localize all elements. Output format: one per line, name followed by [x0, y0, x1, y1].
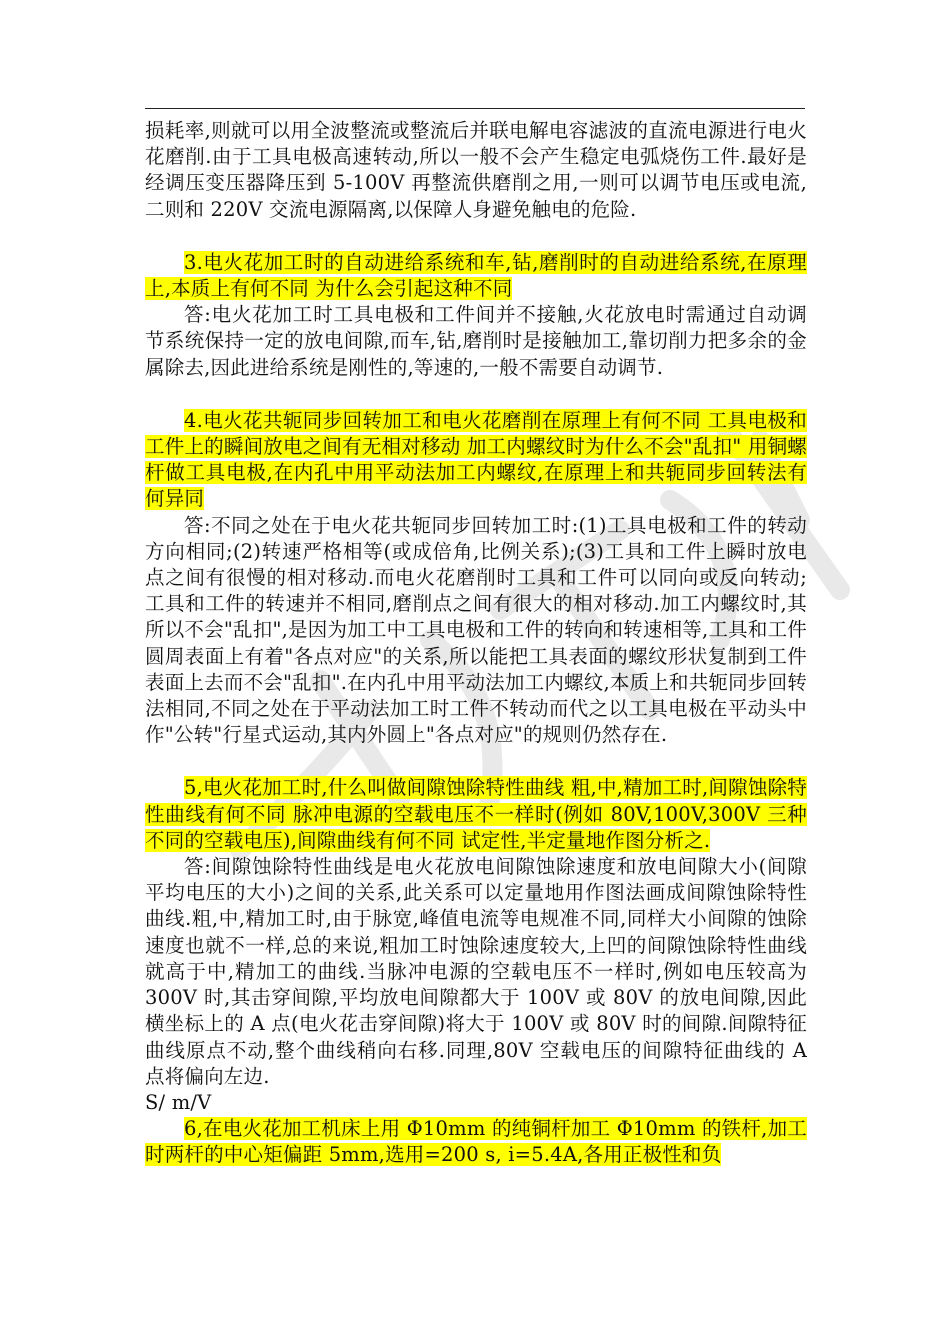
header-rule: [145, 108, 805, 109]
question-3-text: 3.电火花加工时的自动进给系统和车,钻,磨削时的自动进给系统,在原理上,本质上有何不同 为什么会引起这种不同: [145, 250, 807, 301]
question-5-text: 5,电火花加工时,什么叫做间隙蚀除特性曲线 粗,中,精加工时,间隙蚀除特性曲线有何不同 脉冲电源的空载电压不一样时(例如 80V,100V,300V 三种不同的空载电压),间隙曲线有何不同 试定性,半定量地作图分析之.: [145, 776, 807, 852]
question-4: [145, 408, 807, 513]
question-3: [145, 250, 807, 302]
answer-4: 答:不同之处在于电火花共轭同步回转加工时:(1)工具电极和工件的转动方向相同;(2)转速严格相等(或成倍角,比例关系);(3)工具和工件上瞬时放电点之间有很慢的相对移动.而电火花磨削时工具和工件可以同向或反向转动;工具和工件的转速并不相同,磨削点之间有很大的相对移动.加工内螺纹时,其所以不会"乱扣",是因为加工中工具电极和工件的转向和转速相等,工具和工件圆周表面上有着"各点对应"的关系,所以能把工具表面的螺纹形状复制到工件表面上去而不会"乱扣".在内孔中用平动法加工内螺纹,本质上和共轭同步回转法相同,不同之处在于平动法加工时工件不转动而代之以工具电极在平动头中作"公转"行星式运动,其内外圆上"各点对应"的规则仍然存在.: [145, 513, 807, 747]
answer-3: 答:电火花加工时工具电极和工件间并不接触,火花放电时需通过自动调节系统保持一定的放电间隙,而车,钻,磨削时是接触加工,靠切削力把多余的金属除去,因此进给系统是刚性的,等速的,一般不需要自动调节.: [145, 303, 807, 379]
units-line: S/ m/V: [145, 1090, 212, 1114]
document-body: [145, 118, 807, 1169]
question-6: [145, 1116, 807, 1168]
paragraph-intro: 损耗率,则就可以用全波整流或整流后并联电解电容滤波的直流电源进行电火花磨削.由于工具电极高速转动,所以一般不会产生稳定电弧烧伤工件.最好是经调压变压器降压到 5-100V 再整流供磨削之用,一则可以调节电压或电流,二则和 220V 交流电源隔离,以保障人身避免触电的危险.: [145, 119, 807, 221]
question-5: [145, 775, 807, 854]
question-6-text: 6,在电火花加工机床上用 Φ10mm 的纯铜杆加工 Φ10mm 的铁杆,加工时两杆的中心矩偏距 5mm,选用=200 s, i=5.4A,各用正极性和负: [145, 1117, 807, 1167]
question-4-text: 4.电火花共轭同步回转加工和电火花磨削在原理上有何不同 工具电极和工件上的瞬间放电之间有无相对移动 加工内螺纹时为什么不会"乱扣" 用铜螺杆做工具电极,在内孔中用平动法加工内螺纹,在原理上和共轭同步回转法有何异同: [145, 408, 807, 511]
answer-5: 答:间隙蚀除特性曲线是电火花放电间隙蚀除速度和放电间隙大小(间隙平均电压的大小)之间的关系,此关系可以定量地用作图法画成间隙蚀除特性曲线.粗,中,精加工时,由于脉宽,峰值电流等电规准不同,同样大小间隙的蚀除速度也就不一样,总的来说,粗加工时蚀除速度较大,上凹的间隙蚀除特性曲线就高于中,精加工的曲线.当脉冲电源的空载电压不一样时,例如电压较高为 300V 时,其击穿间隙,平均放电间隙都大于 100V 或 80V 的放电间隙,因此横坐标上的 A 点(电火花击穿间隙)将大于 100V 或 80V 时的间隙.间隙特征曲线原点不动,整个曲线稍向右移.同理,80V 空载电压的间隙特征曲线的 A 点将偏向左边.: [145, 855, 807, 1088]
